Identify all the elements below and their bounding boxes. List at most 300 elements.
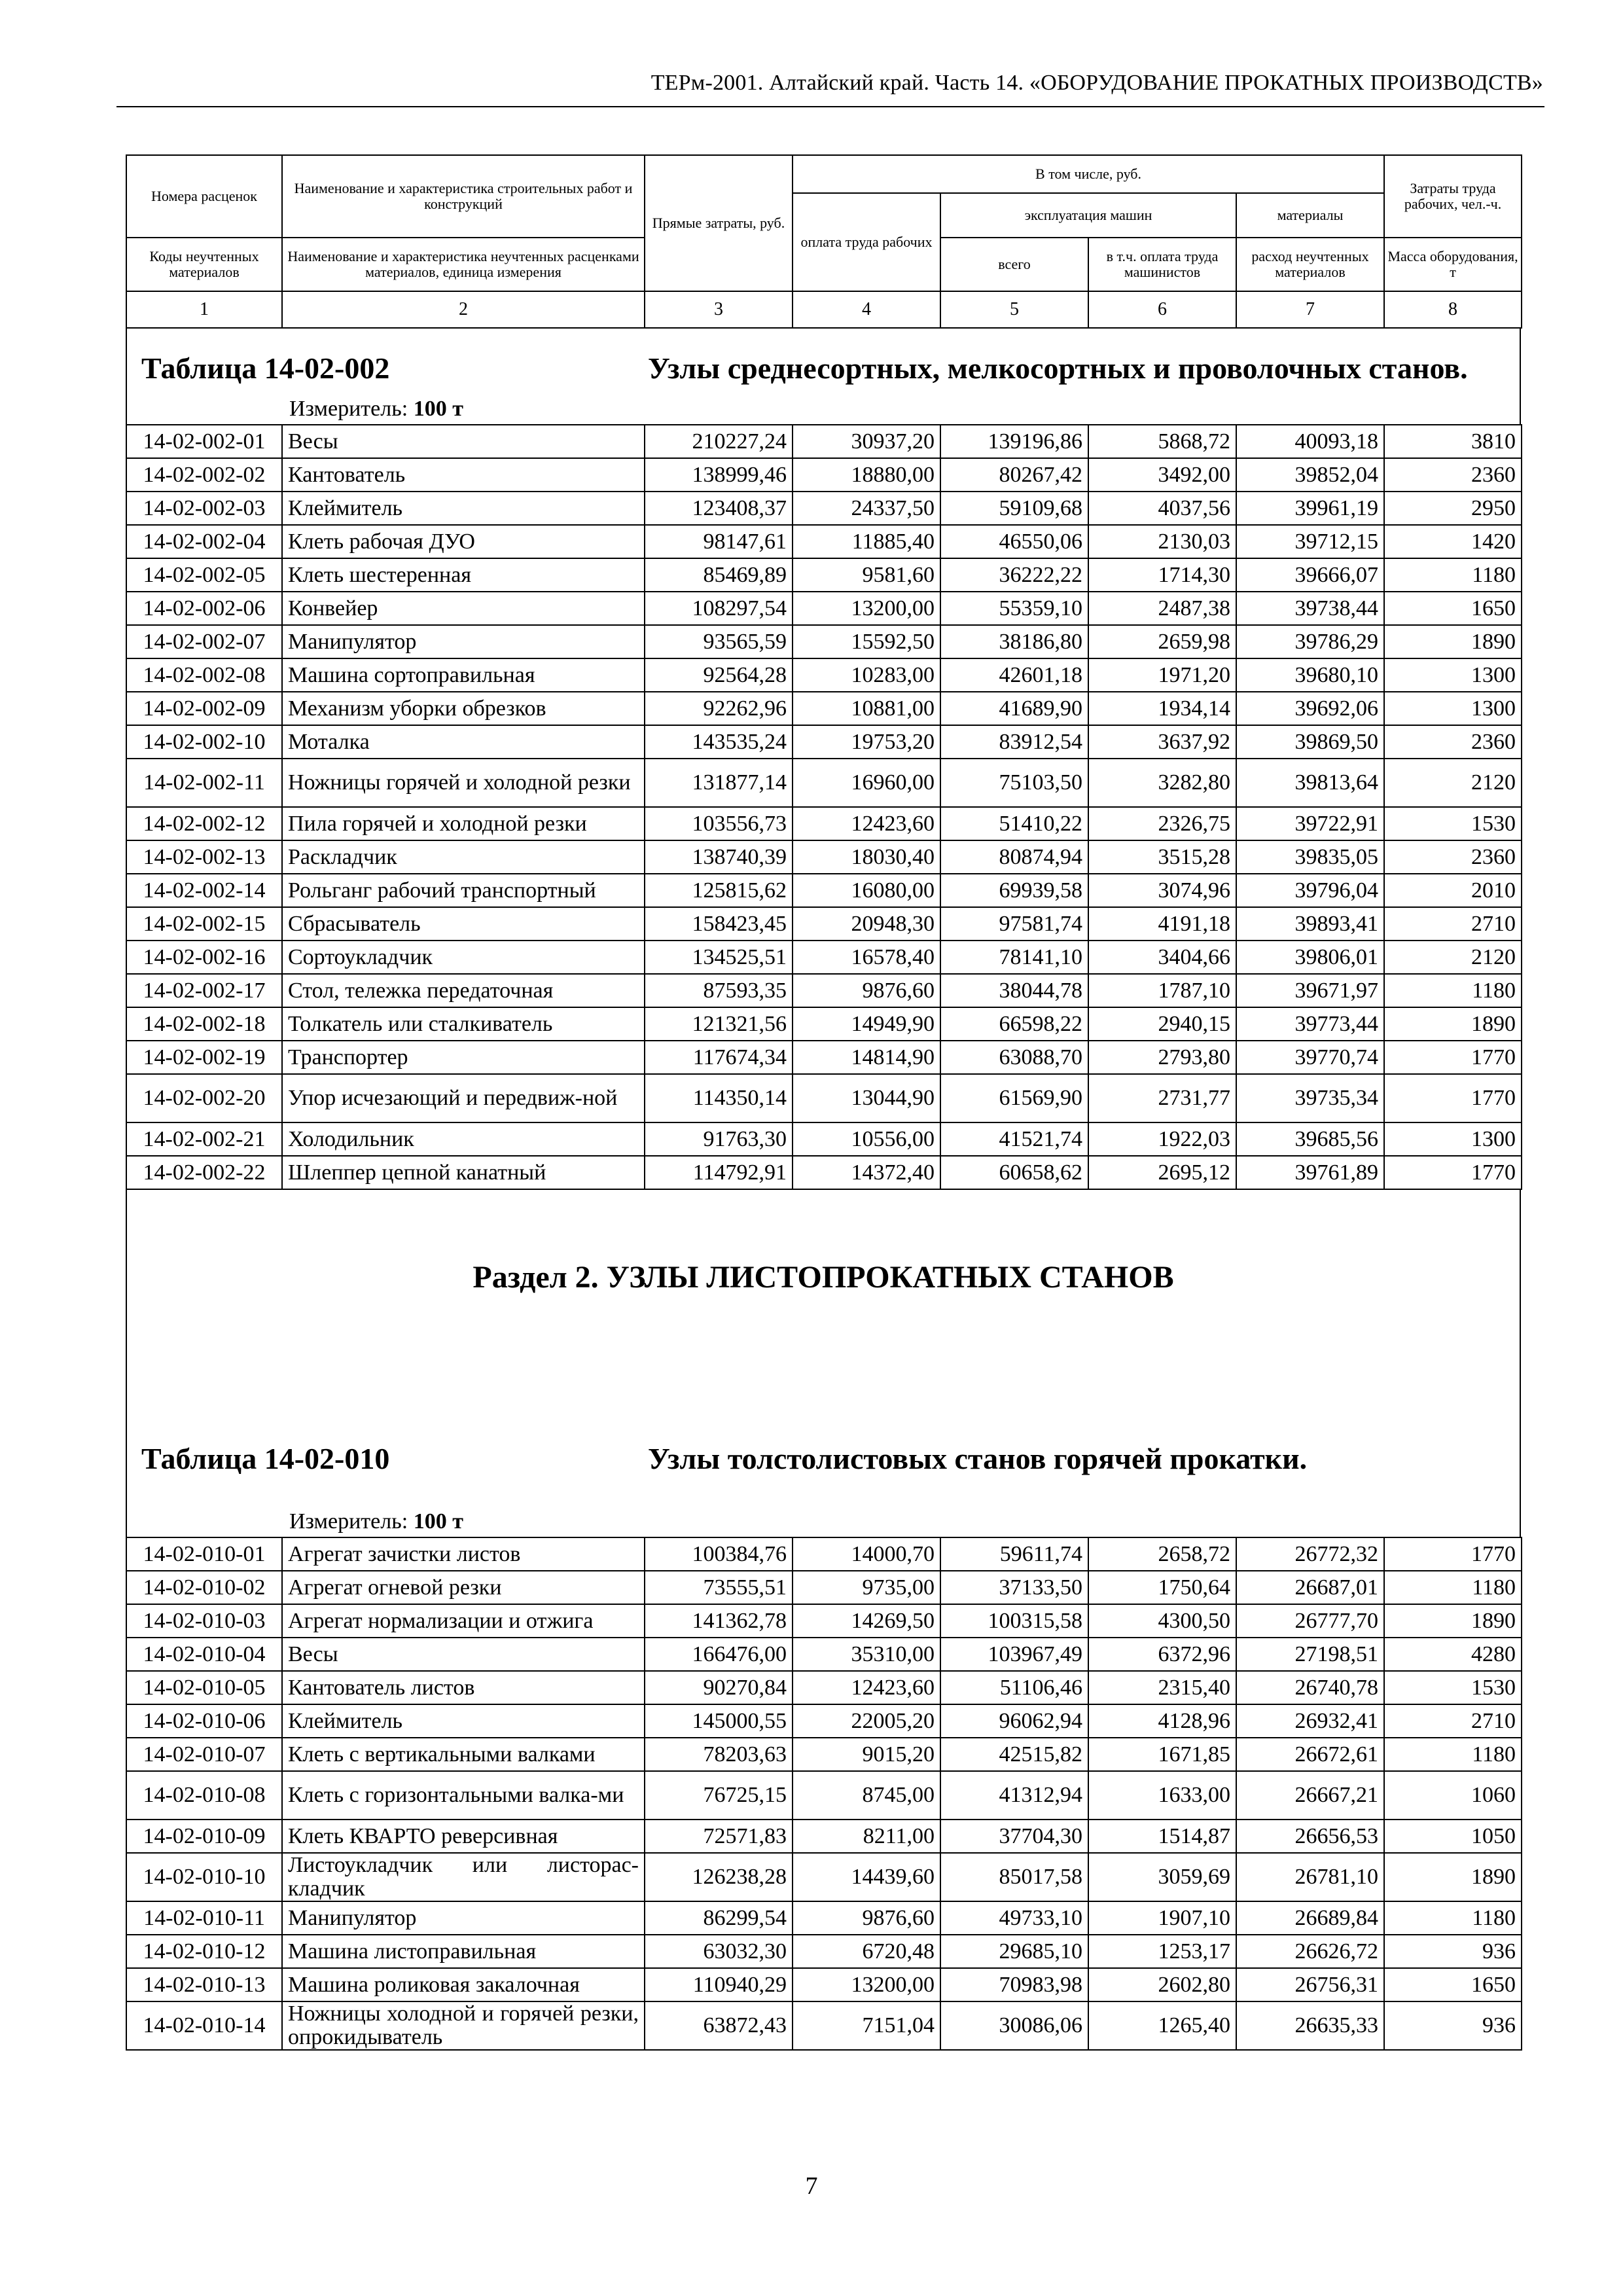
labor-hours: 1180 (1384, 974, 1522, 1007)
labor-hours: 1300 (1384, 658, 1522, 692)
materials-cost: 39666,07 (1236, 558, 1384, 592)
machines-total: 100315,58 (940, 1604, 1088, 1638)
materials-cost: 26635,33 (1236, 2001, 1384, 2050)
labor-hours: 1060 (1384, 1771, 1522, 1820)
materials-cost: 39813,64 (1236, 759, 1384, 807)
work-name: Толкатель или сталкиватель (282, 1007, 645, 1041)
rate-code: 14-02-002-15 (126, 907, 282, 941)
materials-cost: 39671,97 (1236, 974, 1384, 1007)
direct-cost: 92564,28 (645, 658, 793, 692)
machinist-labor: 3515,28 (1088, 840, 1236, 874)
materials-cost: 26772,32 (1236, 1537, 1384, 1571)
labor-cost: 13044,90 (793, 1074, 940, 1122)
header-col2-bottom: Наименование и характеристика неучтенных расценками материалов, единица измерения (282, 238, 645, 291)
section-block (126, 1190, 1521, 1441)
labor-cost: 9876,60 (793, 1901, 940, 1935)
machinist-labor: 1750,64 (1088, 1571, 1236, 1604)
labor-hours: 1300 (1384, 1122, 1522, 1156)
labor-cost: 7151,04 (793, 2001, 940, 2050)
machines-total: 80267,42 (940, 458, 1088, 492)
labor-cost: 6720,48 (793, 1935, 940, 1968)
rate-code: 14-02-002-12 (126, 807, 282, 840)
table-row (126, 1820, 1522, 1853)
direct-cost: 98147,61 (645, 525, 793, 558)
rate-code: 14-02-002-07 (126, 625, 282, 658)
machinist-labor: 1514,87 (1088, 1820, 1236, 1853)
rate-code: 14-02-002-02 (126, 458, 282, 492)
labor-cost: 19753,20 (793, 725, 940, 759)
machinist-labor: 3282,80 (1088, 759, 1236, 807)
direct-cost: 63032,30 (645, 1935, 793, 1968)
rate-code: 14-02-010-11 (126, 1901, 282, 1935)
labor-cost: 9581,60 (793, 558, 940, 592)
machinist-labor: 1787,10 (1088, 974, 1236, 1007)
table-row (126, 492, 1522, 525)
work-name: Клеть шестеренная (282, 558, 645, 592)
labor-cost: 16960,00 (793, 759, 940, 807)
rate-code: 14-02-002-20 (126, 1074, 282, 1122)
machines-total: 60658,62 (940, 1156, 1088, 1189)
machinist-labor: 3492,00 (1088, 458, 1236, 492)
work-name: Клеймитель (282, 492, 645, 525)
labor-hours: 2710 (1384, 1704, 1522, 1738)
rate-code: 14-02-010-07 (126, 1738, 282, 1771)
column-header-table (126, 154, 1522, 329)
table-row (126, 807, 1522, 840)
direct-cost: 72571,83 (645, 1820, 793, 1853)
materials-cost: 39692,06 (1236, 692, 1384, 725)
machinist-labor: 6372,96 (1088, 1638, 1236, 1671)
column-number: 7 (1236, 291, 1384, 328)
direct-cost: 92262,96 (645, 692, 793, 725)
materials-cost: 26781,10 (1236, 1853, 1384, 1901)
labor-hours: 1650 (1384, 592, 1522, 625)
section-title: Раздел 2. УЗЛЫ ЛИСТОПРОКАТНЫХ СТАНОВ (473, 1260, 1174, 1295)
direct-cost: 108297,54 (645, 592, 793, 625)
materials-cost: 39735,34 (1236, 1074, 1384, 1122)
header-col3: Прямые затраты, руб. (645, 155, 793, 291)
materials-cost: 39773,44 (1236, 1007, 1384, 1041)
materials-cost: 39796,04 (1236, 874, 1384, 907)
unit-value: 100 т (413, 397, 463, 421)
rate-code: 14-02-010-08 (126, 1771, 282, 1820)
labor-hours: 2360 (1384, 458, 1522, 492)
labor-cost: 15592,50 (793, 625, 940, 658)
work-name: Клеть с горизонтальными валка-ми (282, 1771, 645, 1820)
direct-cost: 125815,62 (645, 874, 793, 907)
labor-hours: 1180 (1384, 1738, 1522, 1771)
rate-code: 14-02-002-19 (126, 1041, 282, 1074)
rate-code: 14-02-010-01 (126, 1537, 282, 1571)
machinist-labor: 2659,98 (1088, 625, 1236, 658)
rate-code: 14-02-002-22 (126, 1156, 282, 1189)
machinist-labor: 3637,92 (1088, 725, 1236, 759)
table2-unit (289, 1509, 463, 1534)
machines-total: 78141,10 (940, 941, 1088, 974)
machinist-labor: 4191,18 (1088, 907, 1236, 941)
direct-cost: 100384,76 (645, 1537, 793, 1571)
rate-code: 14-02-010-02 (126, 1571, 282, 1604)
materials-cost: 39961,19 (1236, 492, 1384, 525)
rate-code: 14-02-010-14 (126, 2001, 282, 2050)
table-row (126, 658, 1522, 692)
document-body (126, 154, 1521, 2051)
labor-cost: 16080,00 (793, 874, 940, 907)
labor-cost: 8211,00 (793, 1820, 940, 1853)
work-name: Рольганг рабочий транспортный (282, 874, 645, 907)
header-group: В том числе, руб. (793, 155, 1384, 193)
rate-code: 14-02-002-06 (126, 592, 282, 625)
running-header: ТЕРм-2001. Алтайский край. Часть 14. «ОБОРУДОВАНИЕ ПРОКАТНЫХ ПРОИЗВОДСТВ» (651, 71, 1543, 95)
labor-hours: 1180 (1384, 558, 1522, 592)
column-number: 3 (645, 291, 793, 328)
materials-cost: 39835,05 (1236, 840, 1384, 874)
machines-total: 85017,58 (940, 1853, 1088, 1901)
table-row (126, 1853, 1522, 1901)
rate-code: 14-02-010-03 (126, 1604, 282, 1638)
table-row (126, 1122, 1522, 1156)
direct-cost: 91763,30 (645, 1122, 793, 1156)
machinist-labor: 1907,10 (1088, 1901, 1236, 1935)
work-name: Пила горячей и холодной резки (282, 807, 645, 840)
labor-cost: 16578,40 (793, 941, 940, 974)
machinist-labor: 2940,15 (1088, 1007, 1236, 1041)
header-col1-bottom: Коды неучтенных материалов (126, 238, 282, 291)
work-name: Манипулятор (282, 625, 645, 658)
labor-cost: 11885,40 (793, 525, 940, 558)
rate-code: 14-02-002-05 (126, 558, 282, 592)
materials-cost: 39770,74 (1236, 1041, 1384, 1074)
table1-data (126, 424, 1522, 1190)
machinist-labor: 4037,56 (1088, 492, 1236, 525)
machinist-labor: 2658,72 (1088, 1537, 1236, 1571)
machinist-labor: 3404,66 (1088, 941, 1236, 974)
direct-cost: 141362,78 (645, 1604, 793, 1638)
rate-code: 14-02-002-09 (126, 692, 282, 725)
table1-code: Таблица 14-02-002 (141, 351, 390, 385)
machinist-labor: 2326,75 (1088, 807, 1236, 840)
machinist-labor: 2731,77 (1088, 1074, 1236, 1122)
rate-code: 14-02-002-08 (126, 658, 282, 692)
machines-total: 41689,90 (940, 692, 1088, 725)
rate-code: 14-02-002-04 (126, 525, 282, 558)
table-row (126, 874, 1522, 907)
direct-cost: 76725,15 (645, 1771, 793, 1820)
labor-hours: 4280 (1384, 1638, 1522, 1671)
labor-cost: 12423,60 (793, 807, 940, 840)
machinist-labor: 1714,30 (1088, 558, 1236, 592)
machines-total: 96062,94 (940, 1704, 1088, 1738)
labor-hours: 2950 (1384, 492, 1522, 525)
direct-cost: 123408,37 (645, 492, 793, 525)
materials-cost: 39869,50 (1236, 725, 1384, 759)
materials-cost: 27198,51 (1236, 1638, 1384, 1671)
materials-cost: 39806,01 (1236, 941, 1384, 974)
machinist-labor: 2130,03 (1088, 525, 1236, 558)
machines-total: 83912,54 (940, 725, 1088, 759)
labor-hours: 2710 (1384, 907, 1522, 941)
table-row (126, 840, 1522, 874)
direct-cost: 73555,51 (645, 1571, 793, 1604)
table-row (126, 1638, 1522, 1671)
work-name: Кантователь листов (282, 1671, 645, 1704)
labor-hours: 1530 (1384, 1671, 1522, 1704)
labor-cost: 14269,50 (793, 1604, 940, 1638)
work-name: Сортоукладчик (282, 941, 645, 974)
table-row (126, 941, 1522, 974)
labor-hours: 1180 (1384, 1571, 1522, 1604)
labor-hours: 936 (1384, 2001, 1522, 2050)
materials-cost: 26740,78 (1236, 1671, 1384, 1704)
table-row (126, 1571, 1522, 1604)
work-name: Стол, тележка передаточная (282, 974, 645, 1007)
rate-code: 14-02-002-13 (126, 840, 282, 874)
direct-cost: 145000,55 (645, 1704, 793, 1738)
machinist-labor: 2695,12 (1088, 1156, 1236, 1189)
rate-code: 14-02-010-04 (126, 1638, 282, 1671)
labor-cost: 30937,20 (793, 425, 940, 458)
rate-code: 14-02-010-13 (126, 1968, 282, 2001)
machinist-labor: 1934,14 (1088, 692, 1236, 725)
labor-hours: 1770 (1384, 1074, 1522, 1122)
machinist-labor: 1265,40 (1088, 2001, 1236, 2050)
table-row (126, 1771, 1522, 1820)
labor-hours: 1420 (1384, 525, 1522, 558)
work-name: Механизм уборки обрезков (282, 692, 645, 725)
labor-hours: 2360 (1384, 840, 1522, 874)
work-name: Клеймитель (282, 1704, 645, 1738)
labor-hours: 2120 (1384, 941, 1522, 974)
table-row (126, 907, 1522, 941)
direct-cost: 143535,24 (645, 725, 793, 759)
work-name: Ножницы холодной и горячей резки, опрокидыватель (282, 2001, 645, 2050)
labor-hours: 1530 (1384, 807, 1522, 840)
work-name: Шлеппер цепной канатный (282, 1156, 645, 1189)
materials-cost: 39722,91 (1236, 807, 1384, 840)
labor-hours: 1650 (1384, 1968, 1522, 2001)
machines-total: 59611,74 (940, 1537, 1088, 1571)
work-name: Клеть с вертикальными валками (282, 1738, 645, 1771)
machinist-labor: 1633,00 (1088, 1771, 1236, 1820)
labor-hours: 2360 (1384, 725, 1522, 759)
work-name: Кантователь (282, 458, 645, 492)
column-number: 4 (793, 291, 940, 328)
direct-cost: 166476,00 (645, 1638, 793, 1671)
table-row (126, 692, 1522, 725)
labor-hours: 1050 (1384, 1820, 1522, 1853)
labor-hours: 1770 (1384, 1041, 1522, 1074)
column-number: 8 (1384, 291, 1522, 328)
labor-cost: 18030,40 (793, 840, 940, 874)
direct-cost: 63872,43 (645, 2001, 793, 2050)
materials-cost: 39761,89 (1236, 1156, 1384, 1189)
table-row (126, 1041, 1522, 1074)
table-row (126, 1007, 1522, 1041)
materials-cost: 39738,44 (1236, 592, 1384, 625)
machines-total: 49733,10 (940, 1901, 1088, 1935)
machines-total: 66598,22 (940, 1007, 1088, 1041)
table-row (126, 458, 1522, 492)
work-name: Конвейер (282, 592, 645, 625)
direct-cost: 114792,91 (645, 1156, 793, 1189)
rate-code: 14-02-002-16 (126, 941, 282, 974)
machines-total: 38044,78 (940, 974, 1088, 1007)
header-materials: материалы (1236, 193, 1384, 238)
direct-cost: 121321,56 (645, 1007, 793, 1041)
direct-cost: 90270,84 (645, 1671, 793, 1704)
machines-total: 59109,68 (940, 492, 1088, 525)
rate-code: 14-02-002-10 (126, 725, 282, 759)
labor-hours: 1890 (1384, 625, 1522, 658)
direct-cost: 93565,59 (645, 625, 793, 658)
direct-cost: 110940,29 (645, 1968, 793, 2001)
machines-total: 38186,80 (940, 625, 1088, 658)
machines-total: 80874,94 (940, 840, 1088, 874)
machines-total: 29685,10 (940, 1935, 1088, 1968)
rate-code: 14-02-010-10 (126, 1853, 282, 1901)
labor-cost: 14372,40 (793, 1156, 940, 1189)
table-row (126, 425, 1522, 458)
machinist-labor: 1971,20 (1088, 658, 1236, 692)
materials-cost: 26777,70 (1236, 1604, 1384, 1638)
materials-cost: 26932,41 (1236, 1704, 1384, 1738)
machinist-labor: 4300,50 (1088, 1604, 1236, 1638)
page-number: 7 (805, 2172, 818, 2200)
table-row (126, 1537, 1522, 1571)
table1-heading (126, 329, 1521, 424)
work-name: Машина сортоправильная (282, 658, 645, 692)
machinist-labor: 2793,80 (1088, 1041, 1236, 1074)
machinist-labor: 2602,80 (1088, 1968, 1236, 2001)
header-col7: расход неучтенных материалов (1236, 238, 1384, 291)
work-name: Весы (282, 425, 645, 458)
work-name: Сбрасыватель (282, 907, 645, 941)
rate-code: 14-02-002-14 (126, 874, 282, 907)
labor-cost: 14949,90 (793, 1007, 940, 1041)
machines-total: 69939,58 (940, 874, 1088, 907)
machinist-labor: 3074,96 (1088, 874, 1236, 907)
table1-name: Узлы среднесортных, мелкосортных и проволочных станов. (648, 351, 1468, 385)
table-row (126, 974, 1522, 1007)
header-col6: в т.ч. оплата труда машинистов (1088, 238, 1236, 291)
header-col2-top: Наименование и характеристика строительных работ и конструкций (282, 155, 645, 238)
table-row (126, 525, 1522, 558)
direct-cost: 158423,45 (645, 907, 793, 941)
labor-cost: 14439,60 (793, 1853, 940, 1901)
labor-cost: 14000,70 (793, 1537, 940, 1571)
rate-code: 14-02-002-03 (126, 492, 282, 525)
table-row (126, 558, 1522, 592)
labor-hours: 2010 (1384, 874, 1522, 907)
direct-cost: 210227,24 (645, 425, 793, 458)
header-machines: эксплуатация машин (940, 193, 1236, 238)
direct-cost: 85469,89 (645, 558, 793, 592)
table-row (126, 592, 1522, 625)
direct-cost: 134525,51 (645, 941, 793, 974)
materials-cost: 26667,21 (1236, 1771, 1384, 1820)
work-name: Манипулятор (282, 1901, 645, 1935)
column-number: 5 (940, 291, 1088, 328)
machines-total: 42515,82 (940, 1738, 1088, 1771)
machines-total: 55359,10 (940, 592, 1088, 625)
labor-hours: 2120 (1384, 759, 1522, 807)
machinist-labor: 2487,38 (1088, 592, 1236, 625)
labor-cost: 10556,00 (793, 1122, 940, 1156)
labor-hours: 1890 (1384, 1604, 1522, 1638)
labor-hours: 1890 (1384, 1007, 1522, 1041)
table2-code: Таблица 14-02-010 (141, 1442, 390, 1475)
rate-code: 14-02-002-18 (126, 1007, 282, 1041)
work-name: Раскладчик (282, 840, 645, 874)
labor-cost: 13200,00 (793, 1968, 940, 2001)
work-name: Ножницы горячей и холодной резки (282, 759, 645, 807)
direct-cost: 138740,39 (645, 840, 793, 874)
labor-cost: 18880,00 (793, 458, 940, 492)
work-name: Холодильник (282, 1122, 645, 1156)
machines-total: 30086,06 (940, 2001, 1088, 2050)
labor-cost: 10881,00 (793, 692, 940, 725)
labor-cost: 24337,50 (793, 492, 940, 525)
machinist-labor: 1671,85 (1088, 1738, 1236, 1771)
table-row (126, 1704, 1522, 1738)
labor-cost: 22005,20 (793, 1704, 940, 1738)
direct-cost: 114350,14 (645, 1074, 793, 1122)
labor-cost: 20948,30 (793, 907, 940, 941)
table-row (126, 1074, 1522, 1122)
materials-cost: 39786,29 (1236, 625, 1384, 658)
work-name: Моталка (282, 725, 645, 759)
work-name: Машина роликовая закалочная (282, 1968, 645, 2001)
materials-cost: 39712,15 (1236, 525, 1384, 558)
direct-cost: 131877,14 (645, 759, 793, 807)
table-row (126, 1935, 1522, 1968)
labor-cost: 10283,00 (793, 658, 940, 692)
machines-total: 70983,98 (940, 1968, 1088, 2001)
labor-hours: 936 (1384, 1935, 1522, 1968)
table1-unit (289, 397, 463, 422)
header-col4: оплата труда рабочих (793, 193, 940, 291)
machines-total: 61569,90 (940, 1074, 1088, 1122)
labor-hours: 1300 (1384, 692, 1522, 725)
work-name: Агрегат нормализации и отжига (282, 1604, 645, 1638)
materials-cost: 26687,01 (1236, 1571, 1384, 1604)
labor-cost: 9015,20 (793, 1738, 940, 1771)
work-name: Машина листоправильная (282, 1935, 645, 1968)
work-name: Агрегат зачистки листов (282, 1537, 645, 1571)
direct-cost: 86299,54 (645, 1901, 793, 1935)
labor-hours: 1890 (1384, 1853, 1522, 1901)
machines-total: 139196,86 (940, 425, 1088, 458)
rate-code: 14-02-010-12 (126, 1935, 282, 1968)
labor-hours: 3810 (1384, 425, 1522, 458)
table-row (126, 1156, 1522, 1189)
machines-total: 42601,18 (940, 658, 1088, 692)
machines-total: 103967,49 (940, 1638, 1088, 1671)
header-col8-top: Затраты труда рабочих, чел.-ч. (1384, 155, 1522, 238)
work-name: Клеть КВАРТО реверсивная (282, 1820, 645, 1853)
machines-total: 41521,74 (940, 1122, 1088, 1156)
table-row (126, 1738, 1522, 1771)
column-number: 2 (282, 291, 645, 328)
machines-total: 75103,50 (940, 759, 1088, 807)
machinist-labor: 3059,69 (1088, 1853, 1236, 1901)
header-col1-top: Номера расценок (126, 155, 282, 238)
rate-code: 14-02-002-21 (126, 1122, 282, 1156)
work-name: Упор исчезающий и передвиж-ной (282, 1074, 645, 1122)
unit-label: Измеритель: (289, 397, 408, 421)
table-row (126, 1901, 1522, 1935)
labor-cost: 14814,90 (793, 1041, 940, 1074)
